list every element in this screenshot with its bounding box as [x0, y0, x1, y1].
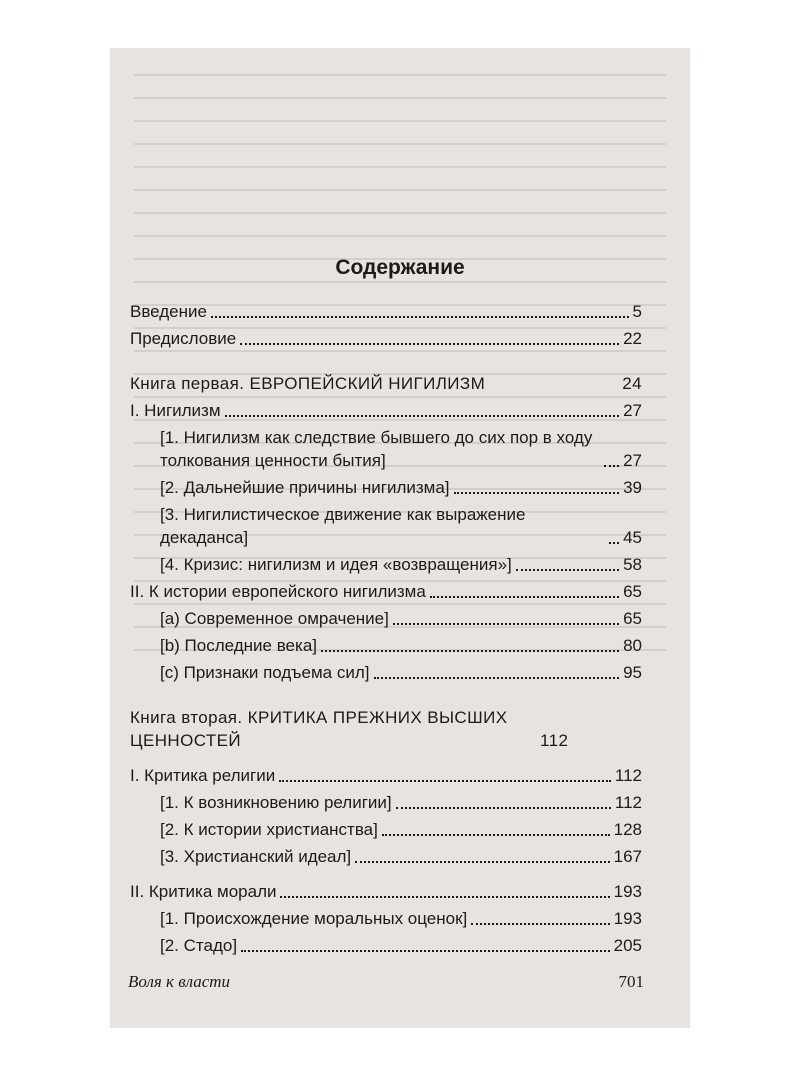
- toc-entry-text: [c) Признаки подъема сил]: [160, 663, 370, 682]
- dot-leader: [211, 316, 629, 318]
- toc-entry-text: Предисловие: [130, 329, 237, 348]
- toc-entry-text: II. Критика морали: [130, 882, 277, 901]
- toc-entry-page: 112: [540, 731, 569, 750]
- toc-entry-text: [1. Происхождение моральных оценок]: [160, 909, 468, 928]
- book-page: [110, 48, 690, 1028]
- toc-entry-page: 167: [613, 847, 642, 866]
- toc-entry-text: I. Нигилизм: [130, 401, 221, 420]
- toc-entry-page: 27: [623, 451, 642, 470]
- toc-heading: Содержание: [335, 256, 465, 279]
- toc-entry[interactable]: [130, 845, 642, 868]
- toc-entry[interactable]: [130, 553, 642, 576]
- spacer: [130, 354, 642, 372]
- toc-entry-page: 193: [613, 882, 642, 901]
- toc-entry-page: 112: [614, 766, 642, 785]
- dot-leader: [374, 677, 620, 679]
- dot-leader: [225, 415, 620, 417]
- toc-entry-page: 24: [622, 374, 642, 393]
- dot-leader: [321, 650, 619, 652]
- toc-entry-text: Введение: [130, 302, 207, 321]
- dot-leader: [240, 343, 619, 345]
- toc-entry-page: 22: [623, 329, 642, 348]
- toc-entry-text: [a) Современное омрачение]: [160, 609, 389, 628]
- toc-entry[interactable]: [130, 661, 642, 684]
- spacer: [130, 872, 642, 880]
- toc-entry[interactable]: [130, 300, 642, 323]
- toc-entry-text: [b) Последние века]: [160, 636, 318, 655]
- toc-entry[interactable]: [130, 426, 642, 472]
- dot-leader: [279, 780, 611, 782]
- dot-leader: [609, 542, 619, 544]
- toc-entry-text: [3. Христианский идеал]: [160, 847, 352, 866]
- toc-entry[interactable]: [130, 818, 642, 841]
- toc-entry-text: I. Критика религии: [130, 766, 276, 785]
- toc-entry-page: 65: [623, 609, 642, 628]
- dot-leader: [355, 861, 609, 863]
- toc-entry-text: Книга первая. ЕВРОПЕЙСКИЙ НИГИЛИЗМ: [130, 374, 486, 393]
- dot-leader: [454, 492, 620, 494]
- dot-leader: [430, 596, 619, 598]
- toc-entry[interactable]: [130, 634, 642, 657]
- dot-leader: [471, 923, 609, 925]
- toc-entry[interactable]: [130, 476, 642, 499]
- toc-entry-page: 80: [623, 636, 642, 655]
- toc-entry-page: 45: [623, 528, 642, 547]
- toc-entry[interactable]: [130, 907, 642, 930]
- toc-entry-text: [2. К истории христианства]: [160, 820, 378, 839]
- spacer: [130, 756, 642, 764]
- toc-entry[interactable]: [130, 503, 642, 549]
- toc-entry-text: [1. Нигилизм как следствие бывшего до сих пор в ходу толкования ценности бытия]: [160, 428, 593, 470]
- table-of-contents: [130, 300, 642, 961]
- toc-entry-page: 65: [623, 582, 642, 601]
- toc-entry-page: 95: [623, 663, 642, 682]
- toc-entry-page: 193: [613, 909, 642, 928]
- toc-entry[interactable]: [130, 764, 642, 787]
- dot-leader: [382, 834, 610, 836]
- toc-entry-text: Книга вторая. КРИТИКА ПРЕЖНИХ ВЫСШИХ ЦЕННОСТЕЙ: [130, 708, 508, 750]
- page-number: 701: [618, 972, 644, 991]
- toc-entry[interactable]: [130, 327, 642, 350]
- toc-entry-page: 39: [623, 478, 642, 497]
- toc-entry[interactable]: [130, 934, 642, 957]
- toc-entry-text: II. К истории европейского нигилизма: [130, 582, 426, 601]
- page-footer: [128, 972, 644, 992]
- toc-entry[interactable]: [130, 580, 642, 603]
- dot-leader: [516, 569, 619, 571]
- toc-entry-text: [4. Кризис: нигилизм и идея «возвращения»]: [160, 555, 512, 574]
- toc-entry[interactable]: [130, 791, 642, 814]
- toc-entry-page: 112: [614, 793, 642, 812]
- dot-leader: [396, 807, 611, 809]
- toc-entry[interactable]: [130, 880, 642, 903]
- dot-leader: [604, 465, 619, 467]
- toc-entry-text: [1. К возникновению религии]: [160, 793, 392, 812]
- toc-book-heading[interactable]: [130, 372, 642, 395]
- toc-entry-page: 27: [623, 401, 642, 420]
- toc-entry[interactable]: [130, 607, 642, 630]
- dot-leader: [393, 623, 619, 625]
- spacer: [130, 688, 642, 706]
- running-title: Воля к власти: [128, 972, 231, 991]
- dot-leader: [241, 950, 610, 952]
- toc-entry-text: [2. Дальнейшие причины нигилизма]: [160, 478, 450, 497]
- toc-entry-text: [3. Нигилистическое движение как выражение декаданса]: [160, 505, 526, 547]
- toc-entry-text: [2. Стадо]: [160, 936, 238, 955]
- dot-leader: [280, 896, 609, 898]
- toc-entry[interactable]: [130, 399, 642, 422]
- toc-entry-page: 58: [623, 555, 642, 574]
- toc-entry-page: 128: [613, 820, 642, 839]
- toc-entry-page: 205: [613, 936, 642, 955]
- toc-book-heading[interactable]: [130, 706, 642, 752]
- toc-entry-page: 5: [632, 302, 642, 321]
